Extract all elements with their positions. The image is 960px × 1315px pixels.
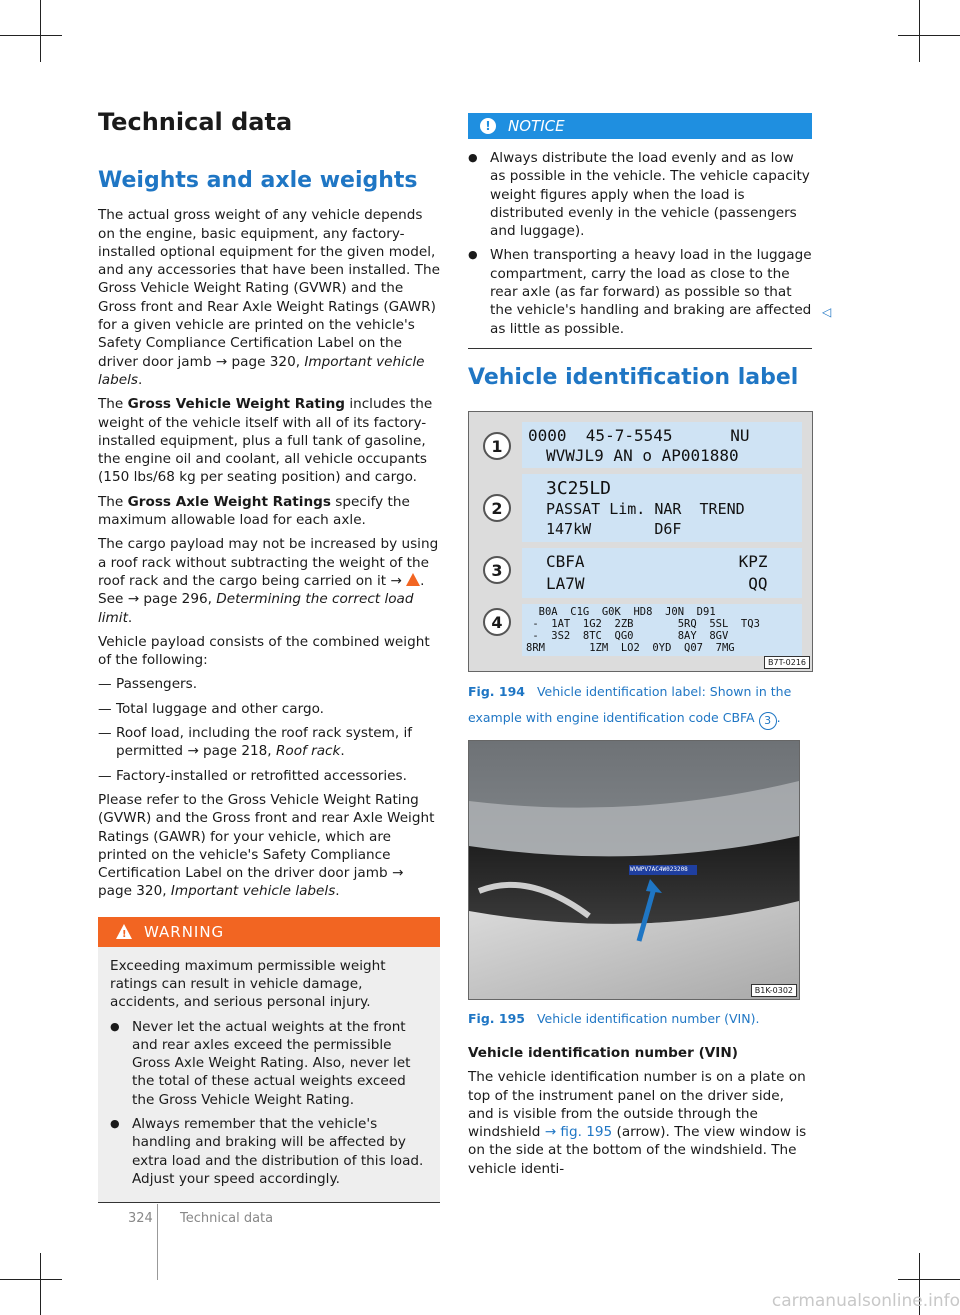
warning-triangle-icon — [406, 573, 420, 586]
figure-caption: Fig. 194 Vehicle identification label: Shown in the example with engine identification code CBFA 3 . — [468, 679, 812, 731]
list-item: ● When transporting a heavy load in the luggage compartment, carry the load as close to the rear axle (as far forward) as possible so that the vehicle's handling and braking are affected as little as possible. — [468, 247, 812, 337]
crop-mark — [0, 35, 62, 36]
figure-vehicle-label — [468, 411, 813, 672]
callout-ref: 3 — [759, 712, 777, 730]
chapter-title: Technical data — [98, 108, 293, 136]
notice-body — [468, 139, 812, 349]
left-column — [98, 168, 440, 1203]
list-item: ● Always distribute the load evenly and as low as possible in the vehicle. The vehicle capacity weight figures apply when the load is distributed evenly in the vehicle (passengers and luggage). — [468, 150, 810, 240]
crop-mark — [898, 35, 960, 36]
page-link[interactable]: → page 320, — [98, 865, 404, 900]
right-column — [468, 113, 812, 349]
page-link[interactable]: → page 320, — [215, 353, 301, 370]
list-item: — Roof load, including the roof rack system, if permitted → page 218, Roof rack. — [98, 725, 413, 760]
figure-code: B1K-0302 — [751, 984, 797, 997]
sub-heading: Vehicle identification number (VIN) — [468, 1045, 738, 1061]
label-strip: 0000 45-7-5545 NU WVWJL9 AN o AP001880 — [522, 422, 802, 468]
list-item: — Passengers. — [98, 676, 198, 693]
page-number: 324 — [128, 1211, 153, 1226]
section-title-weights: Weights and axle weights — [98, 168, 418, 193]
figure-caption: Fig. 195 Vehicle identification number (VIN). — [468, 1011, 760, 1026]
callout-3: 3 — [483, 556, 511, 584]
paragraph: The Gross Vehicle Weight Rating includes the weight of the vehicle itself with all of its factory-installed equipment, plus a full tank of gasoline, the engine oil and coolant, all vehicle occupants (150 lbs/68 kg per seating position) and cargo. — [98, 396, 433, 486]
callout-4: 4 — [483, 608, 511, 636]
list-item: ● Always remember that the vehicle's handling and braking will be affected by extra load and the distribution of this load. Adjust your speed accordingly. — [110, 1116, 424, 1187]
crop-mark — [919, 0, 920, 62]
warning-body: Exceeding maximum permissible weight ratings can result in vehicle damage, accidents, and serious personal injury. ● Never let the actual weights at the front and rear axles exceed the permissible Gross Axle Weight Rating. Also, never let the total of these actual weights exceed the Gross Vehicle Weight Rating. ● Always remember that the vehicle's handling and braking will be affected by extra load and the distribution of this load. Adjust your speed accordingly. — [98, 947, 440, 1204]
end-marker-icon: ◁ — [822, 305, 832, 319]
page-link[interactable]: → page 218, — [187, 743, 272, 760]
paragraph: The cargo payload may not be increased by using a roof rack without subtracting the weight of the roof rack and the cargo being carried on it → . See → page 296, Determining the correct load limit. — [98, 536, 439, 626]
info-icon: ! — [480, 118, 496, 134]
list-item: — Total luggage and other cargo. — [98, 700, 324, 717]
paragraph: The Gross Axle Weight Ratings specify the maximum allowable load for each axle. — [98, 493, 410, 529]
crop-mark — [40, 1253, 41, 1315]
paragraph: The vehicle identification number is on a plate on top of the instrument panel on the driver side, and is visible from the outside through the windshield → fig. 195 (arrow). The view window is on the side at the bottom of the windshield. The vehicle identi- — [468, 1069, 807, 1177]
notice-header: ! NOTICE — [468, 113, 812, 139]
warning-box — [98, 917, 440, 1204]
footer-section: Technical data — [180, 1211, 274, 1226]
label-strip: 3C25LD PASSAT Lim. NAR TREND 147kW D6F — [522, 474, 802, 542]
footer-divider — [157, 1204, 158, 1280]
paragraph: The actual gross weight of any vehicle depends on the engine, basic equipment, any factory-installed optional equipment for the given model, and any accessories that have been installed. The Gross Vehicle Weight Rating (GVWR) and the Gross front and Rear Axle Weight Ratings (GAWR) for a given vehicle are printed on the vehicle's Safety Compliance Certification Label on the driver door jamb → page 320, Important vehicle labels. — [98, 207, 440, 388]
crop-mark — [40, 0, 41, 62]
page-link[interactable]: → page 296, — [127, 591, 212, 608]
label-strip: CBFA KPZ LA7W QQ — [522, 548, 802, 598]
figure-vin-photo — [468, 740, 800, 1000]
list-item: — Factory-installed or retrofitted accessories. — [98, 767, 407, 784]
paragraph: Vehicle payload consists of the combined weight of the following: — [98, 633, 430, 669]
crop-mark — [898, 1279, 960, 1280]
watermark: carmanualsonline.info — [771, 1291, 960, 1311]
section-title-vin-label: Vehicle identification label — [468, 365, 799, 390]
paragraph: Please refer to the Gross Vehicle Weight Rating (GVWR) and the Gross front and rear Axle Weight Ratings (GAWR) for your vehicle, which are printed on the vehicle's Safety Compliance Certification Label on the driver door jamb → page 320, Important vehicle labels. — [98, 791, 435, 900]
crop-mark — [0, 1279, 62, 1280]
callout-2: 2 — [483, 494, 511, 522]
warning-icon — [116, 924, 132, 939]
warning-header: ! WARNING — [98, 917, 440, 947]
vin-text — [468, 1044, 812, 1184]
list-item: ● Never let the actual weights at the front and rear axles exceed the permissible Gross Axle Weight Rating. Also, never let the total of these actual weights exceed the Gross Vehicle Weight Rating. — [110, 1018, 411, 1108]
notice-box — [468, 113, 812, 349]
figure-link[interactable]: → fig. 195 — [544, 1124, 613, 1141]
label-strip: B0A C1G G0K HD8 J0N D91 - 1AT 1G2 2ZB 5RQ 5SL TQ3 - 3S2 8TC QG0 8AY 8GV 8RM 1ZM LO2 0YD Q07 7MG — [522, 604, 802, 656]
vin-plate: WVWPV7AC4W023208 — [630, 866, 688, 873]
callout-1: 1 — [483, 432, 511, 460]
figure-code: B7T-0216 — [764, 656, 810, 669]
